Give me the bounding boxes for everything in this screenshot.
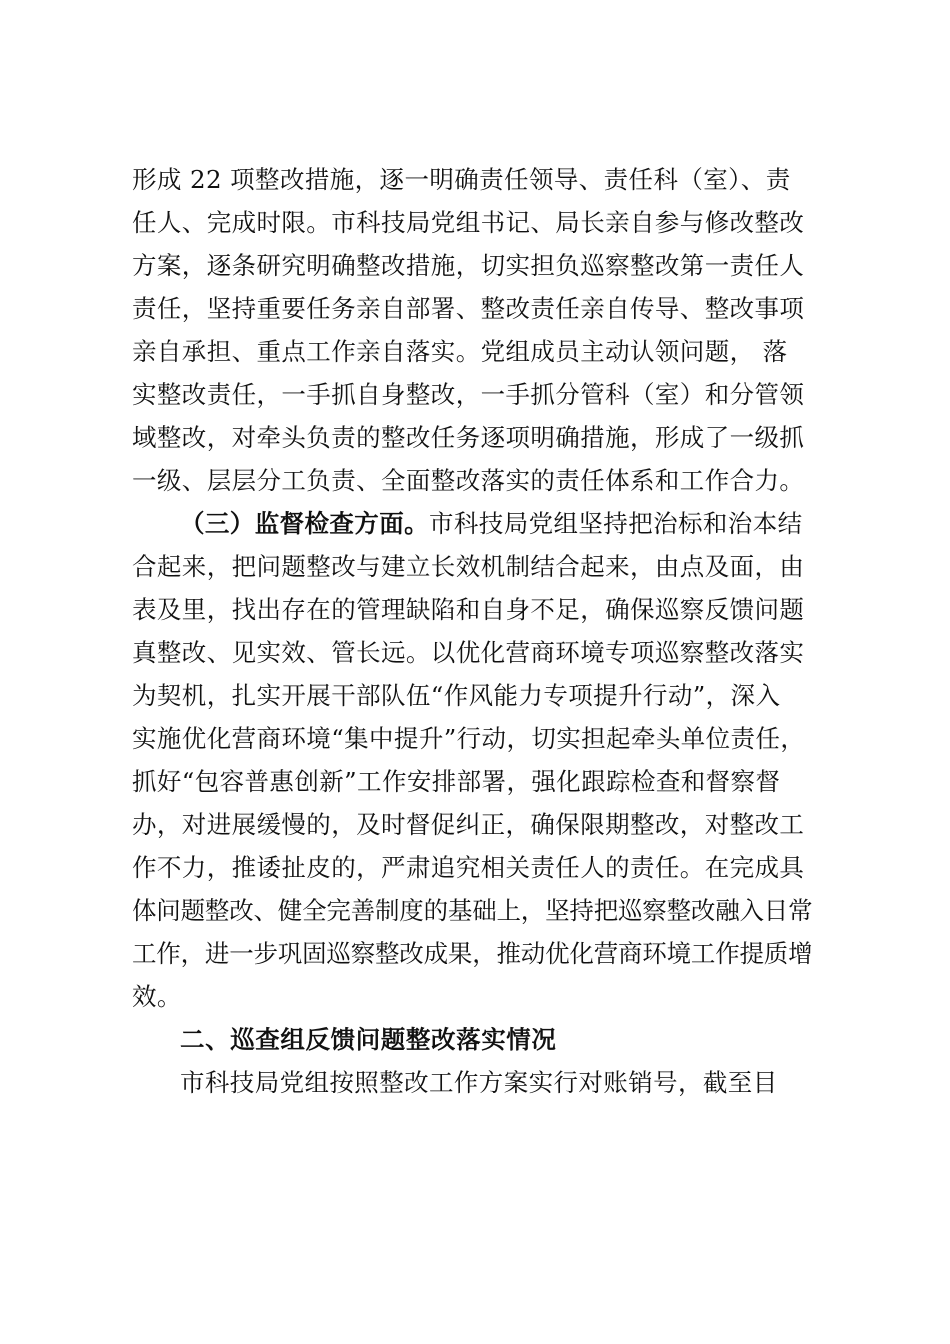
section-heading: 二、巡查组反馈问题整改落实情况 xyxy=(180,1025,557,1054)
section-title: （三）监督检查方面。 xyxy=(180,509,429,538)
paragraph-line: 效。 xyxy=(132,982,182,1011)
paragraph-line: 域整改，对牵头负责的整改任务逐项明确措施，形成了一级抓 xyxy=(132,423,805,452)
section-text: 市科技局党组坚持把治标和治本结 xyxy=(429,509,803,538)
paragraph-line: 办，对进展缓慢的，及时督促纠正，确保限期整改，对整改工 xyxy=(132,810,805,839)
paragraph-line: 抓好“包容普惠创新”工作安排部署，强化跟踪检查和督察督 xyxy=(132,767,781,796)
paragraph-line: 体问题整改、健全完善制度的基础上，坚持把巡察整改融入日常 xyxy=(132,896,813,925)
paragraph-line: 为契机，扎实开展干部队伍“作风能力专项提升行动”，深入 xyxy=(132,681,781,710)
paragraph-line: 一级、层层分工负责、全面整改落实的责任体系和工作合力。 xyxy=(132,466,805,495)
paragraph-line: 真整改、见实效、管长远。以优化营商环境专项巡察整改落实 xyxy=(132,638,805,667)
paragraph-line: 任人、完成时限。市科技局党组书记、局长亲自参与修改整改 xyxy=(132,208,805,237)
paragraph-line: 形成 22 项整改措施，逐一明确责任领导、责任科（室）、责 xyxy=(132,165,791,194)
paragraph-line: 作不力，推诿扯皮的，严肃追究相关责任人的责任。在完成具 xyxy=(132,853,805,882)
paragraph-line: 责任，坚持重要任务亲自部署、整改责任亲自传导、整改事项 xyxy=(132,294,805,323)
paragraph-line: 市科技局党组按照整改工作方案实行对账销号，截至目 xyxy=(180,1068,778,1097)
paragraph-line: 方案，逐条研究明确整改措施，切实担负巡察整改第一责任人 xyxy=(132,251,805,280)
paragraph-line: 实施优化营商环境“集中提升”行动，切实担起牵头单位责任， xyxy=(132,724,806,753)
paragraph-line: 亲自承担、重点工作亲自落实。党组成员主动认领问题， 落 xyxy=(132,337,788,366)
paragraph-line: 实整改责任，一手抓自身整改，一手抓分管科（室）和分管领 xyxy=(132,380,805,409)
paragraph-line: 工作，进一步巩固巡察整改成果，推动优化营商环境工作提质增 xyxy=(132,939,813,968)
paragraph-line: 表及里，找出存在的管理缺陷和自身不足，确保巡察反馈问题 xyxy=(132,595,805,624)
section-first-line xyxy=(180,507,803,541)
paragraph-line: 合起来，把问题整改与建立长效机制结合起来，由点及面，由 xyxy=(132,552,805,581)
